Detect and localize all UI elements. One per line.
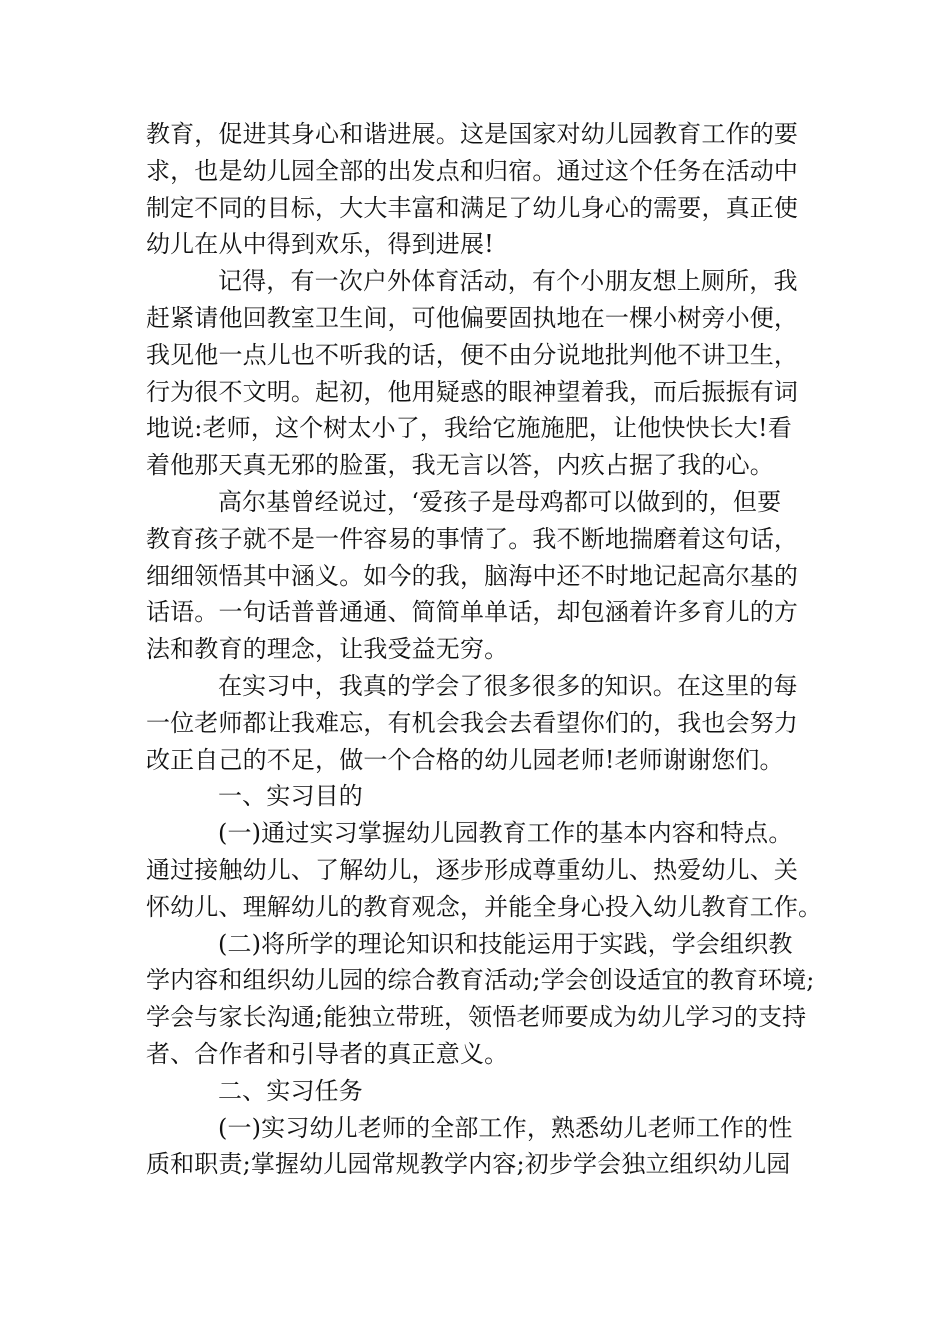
text-line: 质和职责;掌握幼儿园常规教学内容;初步学会独立组织幼儿园	[146, 1150, 791, 1179]
text-line: 细细领悟其中涵义。如今的我，脑海中还不时地记起高尔基的	[146, 561, 799, 590]
paragraph	[146, 1073, 800, 1110]
text-line: 改正自己的不足，做一个合格的幼儿园老师!老师谢谢您们。	[146, 745, 784, 774]
text-line: 学内容和组织幼儿园的综合教育活动;学会创设适宜的教育环境;	[146, 966, 815, 995]
paragraph	[146, 116, 800, 263]
text-line: (二)将所学的理论知识和技能运用于实践，学会组织教	[218, 929, 793, 958]
text-line: 着他那天真无邪的脸蛋，我无言以答，内疚占据了我的心。	[146, 451, 774, 480]
text-line: 在实习中，我真的学会了很多很多的知识。在这里的每	[218, 671, 798, 700]
text-line: 法和教育的理念，让我受益无穷。	[146, 635, 509, 664]
text-line: 怀幼儿、理解幼儿的教育观念，并能全身心投入幼儿教育工作。	[146, 892, 823, 921]
text-line: 我见他一点儿也不听我的话，便不由分说地批判他不讲卫生，	[146, 340, 799, 369]
text-line: 通过接触幼儿、了解幼儿，逐步形成尊重幼儿、热爱幼儿、关	[146, 855, 799, 884]
text-line: (一)通过实习掌握幼儿园教育工作的基本内容和特点。	[218, 819, 793, 848]
text-line: (一)实习幼儿老师的全部工作，熟悉幼儿老师工作的性	[218, 1113, 793, 1142]
paragraph	[146, 668, 800, 778]
paragraph	[146, 1110, 800, 1184]
text-line: 制定不同的目标，大大丰富和满足了幼儿身心的需要，真正使	[146, 193, 799, 222]
text-line: 记得，有一次户外体育活动，有个小朋友想上厕所，我	[218, 267, 798, 296]
document-body	[146, 116, 823, 1183]
paragraph	[146, 778, 800, 815]
text-line: 一、实习目的	[218, 782, 363, 811]
paragraph	[146, 926, 815, 1073]
paragraph	[146, 484, 800, 668]
text-line: 高尔基曾经说过，‘爱孩子是母鸡都可以做到的，但要	[218, 487, 782, 516]
text-line: 者、合作者和引导者的真正意义。	[146, 1039, 509, 1068]
text-line: 学会与家长沟通;能独立带班，领悟老师要成为幼儿学习的支持	[146, 1003, 807, 1032]
text-line: 幼儿在从中得到欢乐，得到进展!	[146, 230, 494, 259]
text-line: 赶紧请他回教室卫生间，可他偏要固执地在一棵小树旁小便，	[146, 303, 799, 332]
paragraph	[146, 815, 823, 925]
text-line: 行为很不文明。起初，他用疑惑的眼神望着我，而后振振有词	[146, 377, 799, 406]
text-line: 教育孩子就不是一件容易的事情了。我不断地揣磨着这句话，	[146, 524, 799, 553]
text-line: 话语。一句话普普通通、简简单单话，却包涵着许多育儿的方	[146, 598, 799, 627]
text-line: 教育，促进其身心和谐进展。这是国家对幼儿园教育工作的要	[146, 120, 799, 148]
text-line: 一位老师都让我难忘，有机会我会去看望你们的，我也会努力	[146, 708, 799, 737]
text-line: 二、实习任务	[218, 1076, 363, 1105]
text-line: 地说:老师，这个树太小了，我给它施施肥，让他快快长大!看	[146, 414, 792, 443]
text-line: 求，也是幼儿园全部的出发点和归宿。通过这个任务在活动中	[146, 156, 799, 185]
paragraph	[146, 263, 800, 484]
